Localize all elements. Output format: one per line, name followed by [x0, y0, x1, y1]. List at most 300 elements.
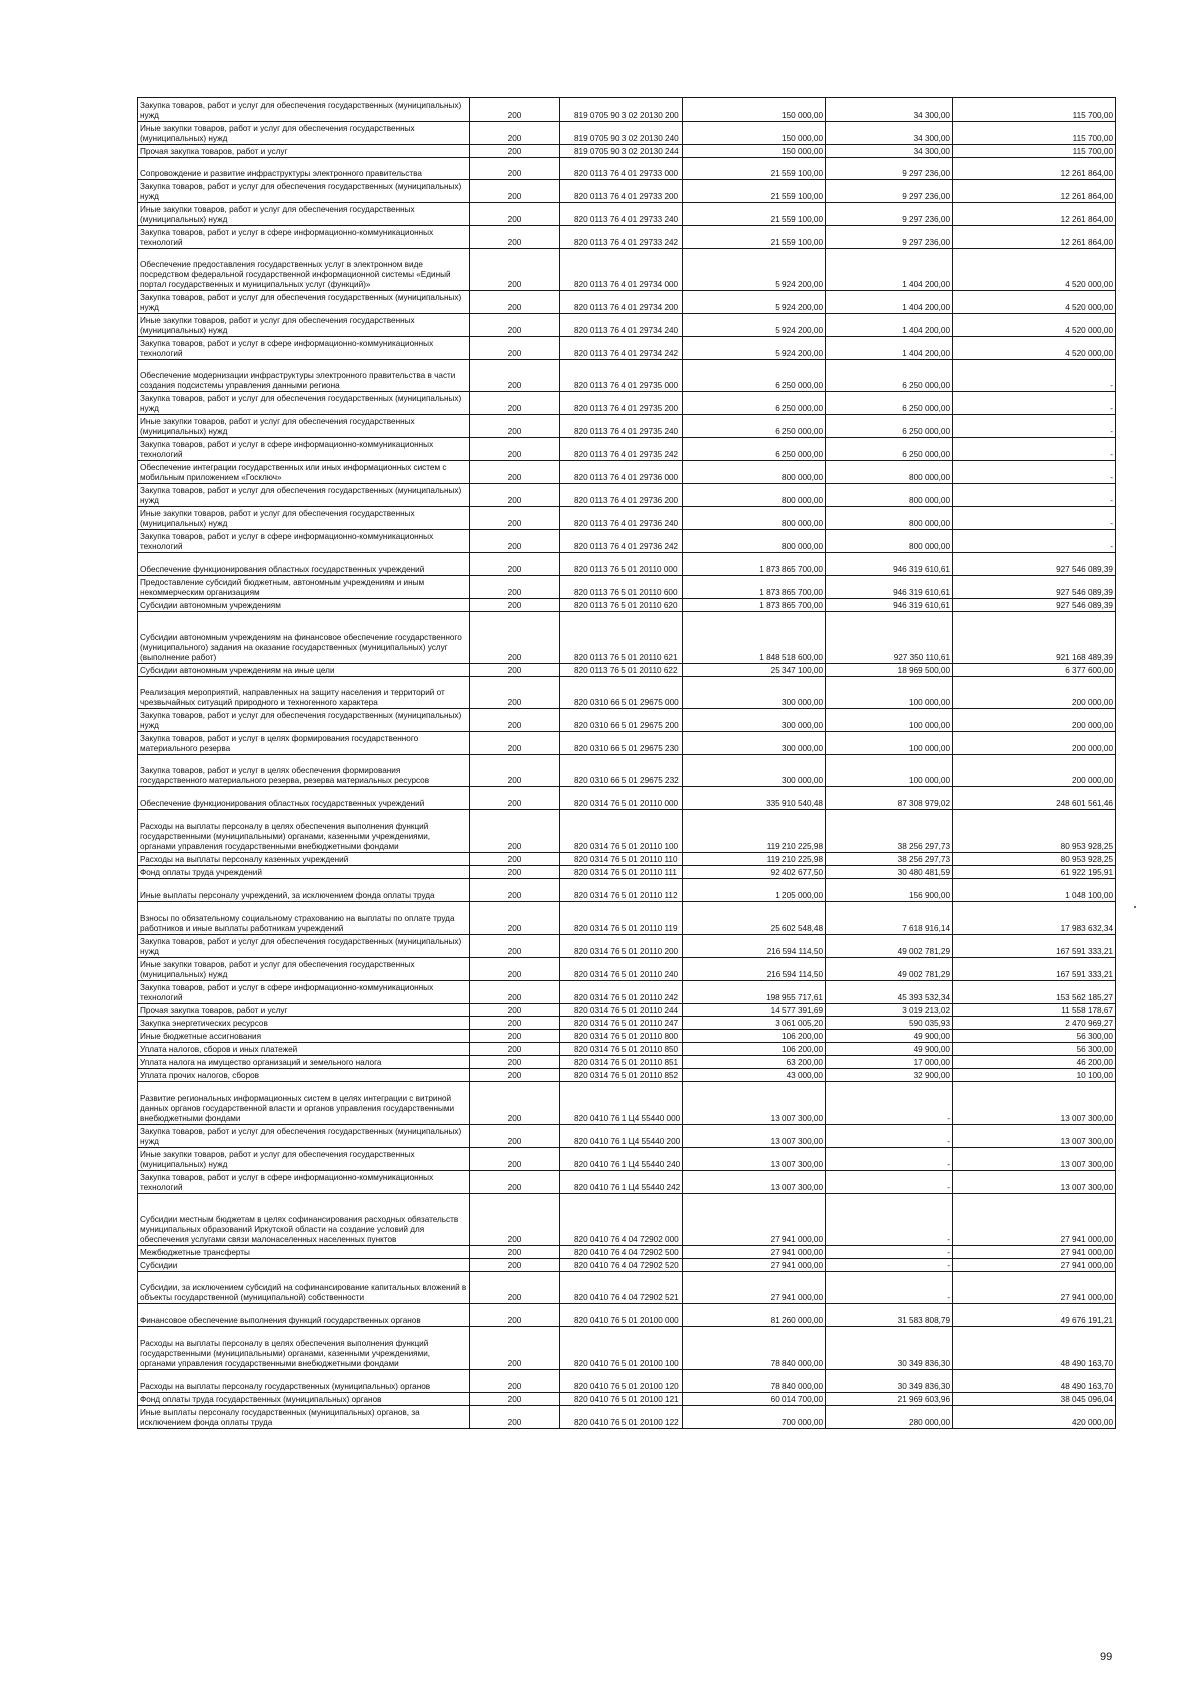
- cell-budget-class-code: 820 0113 76 4 01 29736 240: [560, 507, 683, 530]
- cell-budget-class-code: 820 0410 76 5 01 20100 000: [560, 1304, 683, 1327]
- cell-line-code: 200: [470, 249, 560, 291]
- table-row: [138, 612, 1116, 664]
- cell-line-code: 200: [470, 98, 560, 122]
- cell-approved: 5 924 200,00: [683, 337, 826, 360]
- table-row: [138, 1069, 1116, 1082]
- cell-unexecuted: -: [953, 507, 1116, 530]
- cell-budget-class-code: 820 0113 76 4 01 29734 000: [560, 249, 683, 291]
- cell-unexecuted: -: [953, 530, 1116, 553]
- cell-executed: 49 900,00: [826, 1030, 953, 1043]
- cell-budget-class-code: 820 0314 76 5 01 20110 112: [560, 879, 683, 902]
- cell-line-code: 200: [470, 612, 560, 664]
- cell-unexecuted: 115 700,00: [953, 98, 1116, 122]
- cell-executed: 34 300,00: [826, 98, 953, 122]
- cell-unexecuted: 4 520 000,00: [953, 314, 1116, 337]
- table-row: [138, 180, 1116, 203]
- cell-executed: 280 000,00: [826, 1406, 953, 1429]
- cell-executed: 800 000,00: [826, 461, 953, 484]
- cell-unexecuted: 927 546 089,39: [953, 553, 1116, 576]
- cell-line-code: 200: [470, 203, 560, 226]
- table-row: [138, 879, 1116, 902]
- table-row: [138, 507, 1116, 530]
- cell-budget-class-code: 820 0113 76 4 01 29733 242: [560, 226, 683, 249]
- table-row: [138, 1246, 1116, 1259]
- cell-line-code: 200: [470, 1030, 560, 1043]
- cell-approved: 150 000,00: [683, 98, 826, 122]
- cell-approved: 21 559 100,00: [683, 226, 826, 249]
- cell-approved: 216 594 114,50: [683, 935, 826, 958]
- cell-executed: 34 300,00: [826, 145, 953, 158]
- cell-executed: 1 404 200,00: [826, 291, 953, 314]
- cell-unexecuted: 80 953 928,25: [953, 853, 1116, 866]
- cell-executed: 9 297 236,00: [826, 158, 953, 180]
- cell-budget-class-code: 819 0705 90 3 02 20130 240: [560, 122, 683, 145]
- table-row: [138, 1082, 1116, 1125]
- cell-unexecuted: -: [953, 461, 1116, 484]
- cell-name: Закупка товаров, работ и услуг для обеспечения государственных (муниципальных) нужд: [138, 98, 470, 122]
- cell-approved: 106 200,00: [683, 1030, 826, 1043]
- cell-unexecuted: 48 490 163,70: [953, 1327, 1116, 1370]
- cell-line-code: 200: [470, 866, 560, 879]
- table-row: [138, 438, 1116, 461]
- cell-unexecuted: -: [953, 438, 1116, 461]
- cell-executed: -: [826, 1082, 953, 1125]
- cell-unexecuted: 4 520 000,00: [953, 249, 1116, 291]
- cell-approved: 13 007 300,00: [683, 1148, 826, 1171]
- cell-line-code: 200: [470, 1171, 560, 1194]
- cell-unexecuted: 61 922 195,91: [953, 866, 1116, 879]
- cell-approved: 800 000,00: [683, 461, 826, 484]
- cell-executed: 100 000,00: [826, 709, 953, 732]
- cell-executed: 38 256 297,73: [826, 853, 953, 866]
- cell-executed: 32 900,00: [826, 1069, 953, 1082]
- cell-budget-class-code: 820 0314 76 5 01 20110 247: [560, 1017, 683, 1030]
- cell-executed: 946 319 610,61: [826, 599, 953, 612]
- cell-name: Закупка товаров, работ и услуг в сфере информационно-коммуникационных технологий: [138, 981, 470, 1004]
- table-row: [138, 553, 1116, 576]
- cell-approved: 81 260 000,00: [683, 1304, 826, 1327]
- cell-budget-class-code: 820 0113 76 4 01 29733 240: [560, 203, 683, 226]
- cell-line-code: 200: [470, 1393, 560, 1406]
- cell-name: Обеспечение функционирования областных государственных учреждений: [138, 553, 470, 576]
- cell-approved: 13 007 300,00: [683, 1125, 826, 1148]
- cell-executed: -: [826, 1125, 953, 1148]
- cell-name: Предоставление субсидий бюджетным, автономным учреждениям и иным некоммерческим организациям: [138, 576, 470, 599]
- cell-name: Обеспечение модернизации инфраструктуры электронного правительства в части создания подсистемы управления данными региона: [138, 360, 470, 392]
- table-row: [138, 484, 1116, 507]
- cell-executed: 6 250 000,00: [826, 438, 953, 461]
- cell-unexecuted: 167 591 333,21: [953, 935, 1116, 958]
- cell-line-code: 200: [470, 461, 560, 484]
- cell-name: Фонд оплаты труда учреждений: [138, 866, 470, 879]
- cell-line-code: 200: [470, 935, 560, 958]
- table-row: [138, 1004, 1116, 1017]
- table-row: [138, 1304, 1116, 1327]
- cell-executed: 34 300,00: [826, 122, 953, 145]
- cell-unexecuted: 420 000,00: [953, 1406, 1116, 1429]
- cell-executed: 7 618 916,14: [826, 902, 953, 935]
- table-row: [138, 1406, 1116, 1429]
- cell-budget-class-code: 820 0410 76 5 01 20100 120: [560, 1370, 683, 1393]
- budget-execution-table: [137, 97, 1116, 1429]
- cell-executed: 9 297 236,00: [826, 203, 953, 226]
- cell-budget-class-code: 820 0314 76 5 01 20110 000: [560, 787, 683, 810]
- cell-approved: 25 602 548,48: [683, 902, 826, 935]
- cell-budget-class-code: 820 0410 76 5 01 20100 121: [560, 1393, 683, 1406]
- cell-executed: 6 250 000,00: [826, 392, 953, 415]
- table-row: [138, 1043, 1116, 1056]
- cell-unexecuted: 46 200,00: [953, 1056, 1116, 1069]
- cell-approved: 27 941 000,00: [683, 1272, 826, 1304]
- cell-line-code: 200: [470, 981, 560, 1004]
- cell-name: Иные выплаты персоналу учреждений, за исключением фонда оплаты труда: [138, 879, 470, 902]
- table-row: [138, 787, 1116, 810]
- cell-approved: 216 594 114,50: [683, 958, 826, 981]
- cell-approved: 198 955 717,61: [683, 981, 826, 1004]
- cell-line-code: 200: [470, 484, 560, 507]
- cell-name: Закупка товаров, работ и услуг для обеспечения государственных (муниципальных) нужд: [138, 180, 470, 203]
- cell-executed: 800 000,00: [826, 484, 953, 507]
- cell-executed: 49 900,00: [826, 1043, 953, 1056]
- cell-budget-class-code: 820 0314 76 5 01 20110 852: [560, 1069, 683, 1082]
- cell-name: Закупка товаров, работ и услуг в сфере информационно-коммуникационных технологий: [138, 530, 470, 553]
- cell-approved: 1 205 000,00: [683, 879, 826, 902]
- cell-budget-class-code: 820 0314 76 5 01 20110 119: [560, 902, 683, 935]
- cell-name: Закупка товаров, работ и услуг для обеспечения государственных (муниципальных) нужд: [138, 935, 470, 958]
- table-body: [138, 98, 1116, 1429]
- table-row: [138, 576, 1116, 599]
- cell-approved: 1 873 865 700,00: [683, 576, 826, 599]
- cell-executed: 21 969 603,96: [826, 1393, 953, 1406]
- table-row: [138, 755, 1116, 787]
- table-row: [138, 1393, 1116, 1406]
- cell-name: Закупка товаров, работ и услуг в сфере информационно-коммуникационных технологий: [138, 337, 470, 360]
- cell-budget-class-code: 820 0410 76 1 Ц4 55440 000: [560, 1082, 683, 1125]
- cell-line-code: 200: [470, 732, 560, 755]
- cell-budget-class-code: 820 0113 76 4 01 29735 242: [560, 438, 683, 461]
- cell-unexecuted: -: [953, 360, 1116, 392]
- cell-unexecuted: 48 490 163,70: [953, 1370, 1116, 1393]
- cell-approved: 25 347 100,00: [683, 664, 826, 677]
- cell-approved: 119 210 225,98: [683, 853, 826, 866]
- cell-budget-class-code: 820 0310 66 5 01 29675 200: [560, 709, 683, 732]
- cell-line-code: 200: [470, 1304, 560, 1327]
- cell-name: Расходы на выплаты персоналу в целях обеспечения выполнения функций государственными (муниципальными) органами, казенными учреждениями, органами управления государственными внебюджетными фондами: [138, 810, 470, 853]
- cell-unexecuted: 248 601 561,46: [953, 787, 1116, 810]
- cell-name: Закупка товаров, работ и услуг в сфере информационно-коммуникационных технологий: [138, 1171, 470, 1194]
- cell-name: Расходы на выплаты персоналу в целях обеспечения выполнения функций государственными (муниципальными) органами, казенными учреждениями, органами управления государственными внебюджетными фондами: [138, 1327, 470, 1370]
- cell-executed: 87 308 979,02: [826, 787, 953, 810]
- cell-line-code: 200: [470, 1069, 560, 1082]
- table-row: [138, 1327, 1116, 1370]
- cell-approved: 1 873 865 700,00: [683, 553, 826, 576]
- table-row: [138, 314, 1116, 337]
- cell-budget-class-code: 820 0410 76 4 04 72902 520: [560, 1259, 683, 1272]
- cell-budget-class-code: 820 0314 76 5 01 20110 851: [560, 1056, 683, 1069]
- cell-line-code: 200: [470, 1017, 560, 1030]
- cell-budget-class-code: 820 0310 66 5 01 29675 230: [560, 732, 683, 755]
- cell-approved: 6 250 000,00: [683, 438, 826, 461]
- table-row: [138, 1148, 1116, 1171]
- cell-budget-class-code: 819 0705 90 3 02 20130 244: [560, 145, 683, 158]
- cell-approved: 14 577 391,69: [683, 1004, 826, 1017]
- cell-line-code: 200: [470, 1004, 560, 1017]
- table-row: [138, 1171, 1116, 1194]
- cell-line-code: 200: [470, 507, 560, 530]
- scan-speck: [1134, 906, 1136, 908]
- cell-unexecuted: 115 700,00: [953, 145, 1116, 158]
- cell-line-code: 200: [470, 158, 560, 180]
- cell-unexecuted: 10 100,00: [953, 1069, 1116, 1082]
- cell-name: Субсидии автономным учреждениям на финансовое обеспечение государственного (муниципального) задания на оказание государственных (муниципальных) услуг (выполнение работ): [138, 612, 470, 664]
- cell-name: Субсидии местным бюджетам в целях софинансирования расходных обязательств муниципальных образований Иркутской области на создание условий для обеспечения услугами связи малонаселенных населенных пунктов: [138, 1194, 470, 1246]
- cell-budget-class-code: 820 0113 76 5 01 20110 621: [560, 612, 683, 664]
- cell-approved: 5 924 200,00: [683, 314, 826, 337]
- cell-executed: 1 404 200,00: [826, 249, 953, 291]
- cell-executed: 1 404 200,00: [826, 314, 953, 337]
- budget-table-container: [137, 97, 1116, 1429]
- cell-executed: 6 250 000,00: [826, 415, 953, 438]
- cell-budget-class-code: 820 0314 76 5 01 20110 244: [560, 1004, 683, 1017]
- table-row: [138, 337, 1116, 360]
- cell-executed: 49 002 781,29: [826, 935, 953, 958]
- table-row: [138, 810, 1116, 853]
- cell-unexecuted: 927 546 089,39: [953, 599, 1116, 612]
- cell-name: Развитие региональных информационных систем в целях интеграции с витриной данных органов государственной власти и органов управления государственными внебюджетными фондами: [138, 1082, 470, 1125]
- cell-unexecuted: 13 007 300,00: [953, 1148, 1116, 1171]
- cell-unexecuted: 200 000,00: [953, 677, 1116, 709]
- cell-budget-class-code: 820 0113 76 4 01 29735 240: [560, 415, 683, 438]
- cell-budget-class-code: 820 0314 76 5 01 20110 240: [560, 958, 683, 981]
- cell-name: Прочая закупка товаров, работ и услуг: [138, 1004, 470, 1017]
- cell-name: Субсидии: [138, 1259, 470, 1272]
- cell-line-code: 200: [470, 337, 560, 360]
- cell-budget-class-code: 820 0314 76 5 01 20110 111: [560, 866, 683, 879]
- table-row: [138, 415, 1116, 438]
- cell-budget-class-code: 820 0314 76 5 01 20110 850: [560, 1043, 683, 1056]
- cell-budget-class-code: 820 0314 76 5 01 20110 100: [560, 810, 683, 853]
- cell-executed: 800 000,00: [826, 507, 953, 530]
- cell-name: Закупка товаров, работ и услуг для обеспечения государственных (муниципальных) нужд: [138, 291, 470, 314]
- cell-executed: -: [826, 1246, 953, 1259]
- cell-line-code: 200: [470, 392, 560, 415]
- cell-executed: 9 297 236,00: [826, 226, 953, 249]
- cell-unexecuted: 27 941 000,00: [953, 1246, 1116, 1259]
- table-row: [138, 709, 1116, 732]
- cell-line-code: 200: [470, 755, 560, 787]
- cell-executed: -: [826, 1194, 953, 1246]
- cell-unexecuted: -: [953, 415, 1116, 438]
- cell-approved: 300 000,00: [683, 709, 826, 732]
- table-row: [138, 203, 1116, 226]
- cell-executed: -: [826, 1171, 953, 1194]
- cell-budget-class-code: 820 0314 76 5 01 20110 110: [560, 853, 683, 866]
- cell-budget-class-code: 820 0410 76 5 01 20100 100: [560, 1327, 683, 1370]
- cell-unexecuted: 115 700,00: [953, 122, 1116, 145]
- cell-line-code: 200: [470, 677, 560, 709]
- cell-name: Иные закупки товаров, работ и услуг для обеспечения государственных (муниципальных) нужд: [138, 203, 470, 226]
- cell-line-code: 200: [470, 664, 560, 677]
- cell-line-code: 200: [470, 1246, 560, 1259]
- cell-line-code: 200: [470, 530, 560, 553]
- cell-line-code: 200: [470, 709, 560, 732]
- cell-budget-class-code: 820 0113 76 4 01 29736 000: [560, 461, 683, 484]
- cell-name: Закупка товаров, работ и услуг в сфере информационно-коммуникационных технологий: [138, 226, 470, 249]
- cell-line-code: 200: [470, 1272, 560, 1304]
- cell-unexecuted: 56 300,00: [953, 1043, 1116, 1056]
- cell-unexecuted: 12 261 864,00: [953, 180, 1116, 203]
- cell-line-code: 200: [470, 1259, 560, 1272]
- table-row: [138, 145, 1116, 158]
- cell-unexecuted: 27 941 000,00: [953, 1259, 1116, 1272]
- cell-executed: 17 000,00: [826, 1056, 953, 1069]
- cell-approved: 13 007 300,00: [683, 1082, 826, 1125]
- cell-line-code: 200: [470, 599, 560, 612]
- cell-approved: 21 559 100,00: [683, 203, 826, 226]
- cell-name: Иные закупки товаров, работ и услуг для обеспечения государственных (муниципальных) нужд: [138, 958, 470, 981]
- cell-name: Фонд оплаты труда государственных (муниципальных) органов: [138, 1393, 470, 1406]
- cell-unexecuted: 13 007 300,00: [953, 1082, 1116, 1125]
- cell-budget-class-code: 819 0705 90 3 02 20130 200: [560, 98, 683, 122]
- cell-name: Расходы на выплаты персоналу казенных учреждений: [138, 853, 470, 866]
- cell-name: Иные закупки товаров, работ и услуг для обеспечения государственных (муниципальных) нужд: [138, 1148, 470, 1171]
- cell-line-code: 200: [470, 879, 560, 902]
- cell-name: Прочая закупка товаров, работ и услуг: [138, 145, 470, 158]
- cell-name: Иные закупки товаров, работ и услуг для обеспечения государственных (муниципальных) нужд: [138, 122, 470, 145]
- cell-unexecuted: 4 520 000,00: [953, 291, 1116, 314]
- cell-approved: 21 559 100,00: [683, 180, 826, 203]
- cell-line-code: 200: [470, 1148, 560, 1171]
- cell-unexecuted: 153 562 185,27: [953, 981, 1116, 1004]
- table-row: [138, 291, 1116, 314]
- cell-name: Уплата налогов, сборов и иных платежей: [138, 1043, 470, 1056]
- cell-name: Закупка товаров, работ и услуг в целях формирования государственного материального резерва: [138, 732, 470, 755]
- cell-budget-class-code: 820 0113 76 4 01 29734 200: [560, 291, 683, 314]
- table-row: [138, 530, 1116, 553]
- cell-line-code: 200: [470, 553, 560, 576]
- cell-line-code: 200: [470, 1370, 560, 1393]
- cell-budget-class-code: 820 0113 76 4 01 29736 200: [560, 484, 683, 507]
- cell-executed: 45 393 532,34: [826, 981, 953, 1004]
- cell-unexecuted: 11 558 178,67: [953, 1004, 1116, 1017]
- cell-approved: 78 840 000,00: [683, 1370, 826, 1393]
- cell-unexecuted: 12 261 864,00: [953, 226, 1116, 249]
- cell-line-code: 200: [470, 438, 560, 461]
- cell-unexecuted: 27 941 000,00: [953, 1272, 1116, 1304]
- cell-executed: 100 000,00: [826, 732, 953, 755]
- cell-executed: 30 349 836,30: [826, 1327, 953, 1370]
- cell-name: Сопровождение и развитие инфраструктуры электронного правительства: [138, 158, 470, 180]
- cell-name: Субсидии, за исключением субсидий на софинансирование капитальных вложений в объекты государственной (муниципальной) собственности: [138, 1272, 470, 1304]
- table-row: [138, 732, 1116, 755]
- table-row: [138, 866, 1116, 879]
- cell-unexecuted: 13 007 300,00: [953, 1125, 1116, 1148]
- cell-budget-class-code: 820 0410 76 1 Ц4 55440 242: [560, 1171, 683, 1194]
- cell-approved: 6 250 000,00: [683, 392, 826, 415]
- cell-line-code: 200: [470, 360, 560, 392]
- cell-name: Расходы на выплаты персоналу государственных (муниципальных) органов: [138, 1370, 470, 1393]
- cell-budget-class-code: 820 0113 76 4 01 29736 242: [560, 530, 683, 553]
- cell-line-code: 200: [470, 122, 560, 145]
- cell-budget-class-code: 820 0113 76 4 01 29733 000: [560, 158, 683, 180]
- cell-executed: 100 000,00: [826, 677, 953, 709]
- cell-approved: 300 000,00: [683, 755, 826, 787]
- cell-unexecuted: -: [953, 484, 1116, 507]
- cell-executed: 6 250 000,00: [826, 360, 953, 392]
- cell-budget-class-code: 820 0410 76 5 01 20100 122: [560, 1406, 683, 1429]
- cell-line-code: 200: [470, 1125, 560, 1148]
- cell-executed: 49 002 781,29: [826, 958, 953, 981]
- cell-unexecuted: 12 261 864,00: [953, 203, 1116, 226]
- cell-name: Закупка энергетических ресурсов: [138, 1017, 470, 1030]
- cell-unexecuted: 200 000,00: [953, 732, 1116, 755]
- cell-name: Закупка товаров, работ и услуг в сфере информационно-коммуникационных технологий: [138, 438, 470, 461]
- cell-approved: 5 924 200,00: [683, 249, 826, 291]
- cell-approved: 6 250 000,00: [683, 360, 826, 392]
- cell-unexecuted: 17 983 632,34: [953, 902, 1116, 935]
- table-row: [138, 677, 1116, 709]
- cell-line-code: 200: [470, 1056, 560, 1069]
- cell-unexecuted: 12 261 864,00: [953, 158, 1116, 180]
- cell-name: Иные закупки товаров, работ и услуг для обеспечения государственных (муниципальных) нужд: [138, 507, 470, 530]
- cell-line-code: 200: [470, 314, 560, 337]
- cell-executed: 946 319 610,61: [826, 553, 953, 576]
- cell-budget-class-code: 820 0410 76 4 04 72902 000: [560, 1194, 683, 1246]
- cell-name: Уплата налога на имущество организаций и земельного налога: [138, 1056, 470, 1069]
- cell-name: Обеспечение предоставления государственных услуг в электронном виде посредством федеральной государственной информационной системы «Единый портал государственных и муниципальных услуг (функций)»: [138, 249, 470, 291]
- cell-executed: -: [826, 1259, 953, 1272]
- cell-name: Закупка товаров, работ и услуг для обеспечения государственных (муниципальных) нужд: [138, 709, 470, 732]
- cell-budget-class-code: 820 0113 76 5 01 20110 600: [560, 576, 683, 599]
- cell-line-code: 200: [470, 291, 560, 314]
- cell-name: Реализация мероприятий, направленных на защиту населения и территорий от чрезвычайных ситуаций природного и техногенного характера: [138, 677, 470, 709]
- cell-approved: 92 402 677,50: [683, 866, 826, 879]
- cell-line-code: 200: [470, 415, 560, 438]
- cell-approved: 119 210 225,98: [683, 810, 826, 853]
- cell-unexecuted: 200 000,00: [953, 709, 1116, 732]
- cell-line-code: 200: [470, 1194, 560, 1246]
- table-row: [138, 1370, 1116, 1393]
- cell-line-code: 200: [470, 958, 560, 981]
- page-number: 99: [1100, 1651, 1113, 1663]
- table-row: [138, 958, 1116, 981]
- cell-name: Взносы по обязательному социальному страхованию на выплаты по оплате труда работников и иные выплаты работникам учреждений: [138, 902, 470, 935]
- cell-budget-class-code: 820 0314 76 5 01 20110 242: [560, 981, 683, 1004]
- cell-line-code: 200: [470, 787, 560, 810]
- cell-line-code: 200: [470, 180, 560, 203]
- cell-approved: 800 000,00: [683, 507, 826, 530]
- cell-name: Иные выплаты персоналу государственных (муниципальных) органов, за исключением фонда оплаты труда: [138, 1406, 470, 1429]
- cell-approved: 6 250 000,00: [683, 415, 826, 438]
- cell-unexecuted: 200 000,00: [953, 755, 1116, 787]
- table-row: [138, 1272, 1116, 1304]
- cell-approved: 27 941 000,00: [683, 1194, 826, 1246]
- cell-unexecuted: 80 953 928,25: [953, 810, 1116, 853]
- cell-executed: 946 319 610,61: [826, 576, 953, 599]
- cell-executed: 927 350 110,61: [826, 612, 953, 664]
- cell-approved: 3 061 005,20: [683, 1017, 826, 1030]
- cell-approved: 43 000,00: [683, 1069, 826, 1082]
- cell-unexecuted: 6 377 600,00: [953, 664, 1116, 677]
- cell-budget-class-code: 820 0113 76 4 01 29734 240: [560, 314, 683, 337]
- cell-executed: 800 000,00: [826, 530, 953, 553]
- cell-approved: 60 014 700,00: [683, 1393, 826, 1406]
- table-row: [138, 98, 1116, 122]
- cell-line-code: 200: [470, 810, 560, 853]
- cell-budget-class-code: 820 0310 66 5 01 29675 000: [560, 677, 683, 709]
- cell-budget-class-code: 820 0113 76 4 01 29734 242: [560, 337, 683, 360]
- table-row: [138, 249, 1116, 291]
